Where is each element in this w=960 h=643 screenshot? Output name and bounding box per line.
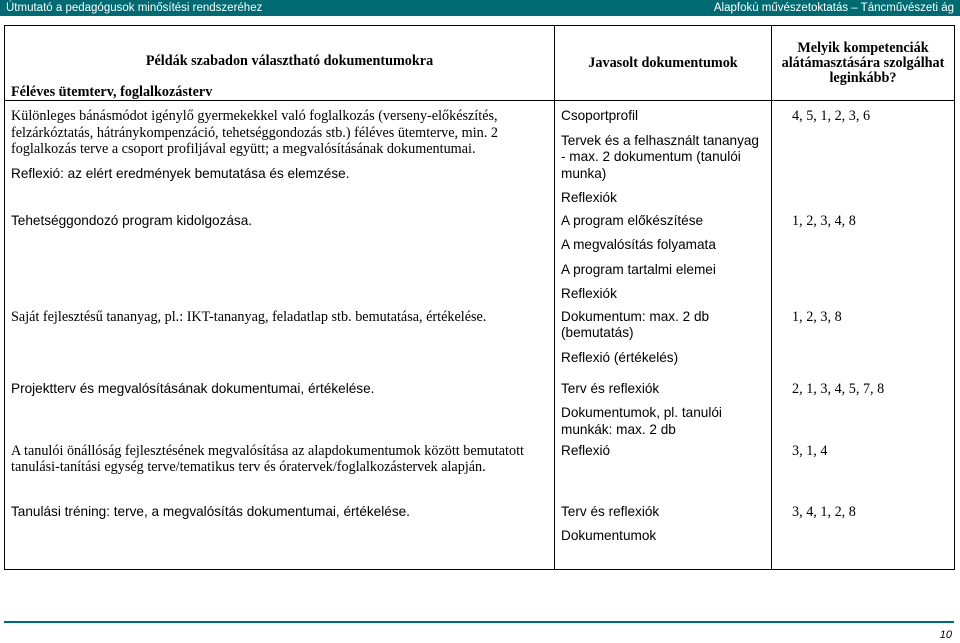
recommended-item: Terv és reflexiók (561, 380, 660, 396)
example-text: Tehetséggondozó program kidolgozása. (11, 212, 253, 228)
recommended-item: A program tartalmi elemei (561, 261, 716, 277)
example-cell (5, 504, 555, 570)
table-header-row (5, 26, 955, 101)
header-examples (5, 26, 555, 101)
recommended-cell (555, 443, 772, 504)
header-examples-title: Példák szabadon választható dokumentumokra (145, 53, 434, 69)
table-row (5, 504, 955, 570)
document-examples-table (4, 25, 955, 570)
recommended-cell (555, 309, 772, 381)
example-cell (5, 309, 555, 381)
recommended-item: Dokumentumok (561, 528, 657, 543)
competency-cell (772, 381, 955, 443)
recommended-item: Reflexió (értékelés) (561, 349, 679, 365)
recommended-cell (555, 101, 772, 213)
recommended-item: Reflexiók (561, 286, 617, 301)
example-cell (5, 213, 555, 309)
recommended-cell (555, 504, 772, 570)
example-cell (5, 443, 555, 504)
example-text: Különleges bánásmódot igénylő gyermekekkel való foglalkozás (verseny-előkészítés, felzárkóztatás, hátránykompenzáció, tehetséggondozás stb.) féléves ütemterve, min. 2 foglalkozás terve a csoport profiljával együtt; a megvalósításának dokumentumai. (11, 108, 498, 157)
example-text: Tanulási tréning: terve, a megvalósítás dokumentumai, értékelése. (11, 503, 410, 519)
competency-list: 4, 5, 1, 2, 3, 6 (792, 108, 871, 124)
recommended-item: Terv és reflexiók (561, 503, 660, 519)
recommended-item: Csoportprofil (561, 108, 639, 123)
competency-cell (772, 443, 955, 504)
example-text: A tanulói önállóság fejlesztésének megvalósítása az alapdokumentumok között bemutatott tanulási-tanítási egység terve/tematikus terv és óratervek/foglalkozástervek alapján. (11, 442, 524, 475)
recommended-item: A megvalósítás folyamata (561, 237, 716, 252)
competency-cell (772, 504, 955, 570)
example-cell (5, 101, 555, 213)
table-row (5, 309, 955, 381)
header-examples-subtitle: Féléves ütemterv, foglalkozásterv (11, 83, 213, 100)
example-cell (5, 381, 555, 443)
header-recommended-docs: Javasolt dokumentumok (555, 26, 772, 101)
competency-list: 1, 2, 3, 4, 8 (792, 212, 856, 229)
section-title: Alapfokú művészetoktatás – Táncművészeti ág (713, 2, 954, 14)
recommended-item: A program előkészítése (561, 212, 704, 228)
recommended-item: Tervek és a felhasznált tananyag - max. 2 dokumentum (tanulói munka) (561, 132, 759, 181)
recommended-item: Dokumentumok, pl. tanulói munkák: max. 2 db (561, 405, 722, 437)
recommended-cell (555, 213, 772, 309)
table-row (5, 381, 955, 443)
recommended-cell (555, 381, 772, 443)
recommended-item: Reflexió (561, 442, 611, 458)
competency-cell (772, 309, 955, 381)
recommended-item: Reflexiók (561, 190, 617, 205)
page-number: 10 (939, 629, 952, 641)
table-row (5, 443, 955, 504)
document-title: Útmutató a pedagógusok minősítési rendszeréhez (6, 2, 263, 14)
competency-cell (772, 101, 955, 213)
footer-divider (4, 621, 954, 623)
competency-cell (772, 213, 955, 309)
competency-list: 1, 2, 3, 8 (792, 308, 842, 325)
example-text: Projektterv és megvalósításának dokumentumai, értékelése. (11, 380, 375, 396)
example-text: Reflexió: az elért eredmények bemutatása és elemzése. (11, 165, 350, 181)
competency-list: 3, 1, 4 (792, 442, 828, 459)
page-header-banner (0, 0, 960, 16)
recommended-item: Dokumentum: max. 2 db (bemutatás) (561, 308, 710, 340)
table-row (5, 101, 955, 213)
competency-list: 2, 1, 3, 4, 5, 7, 8 (792, 380, 885, 397)
competency-list: 3, 4, 1, 2, 8 (792, 503, 856, 520)
table-row (5, 213, 955, 309)
header-competencies: Melyik kompetenciák alátámasztására szolgálhat leginkább? (772, 26, 955, 101)
example-text: Saját fejlesztésű tananyag, pl.: IKT-tananyag, feladatlap stb. bemutatása, értékelése. (11, 308, 487, 325)
